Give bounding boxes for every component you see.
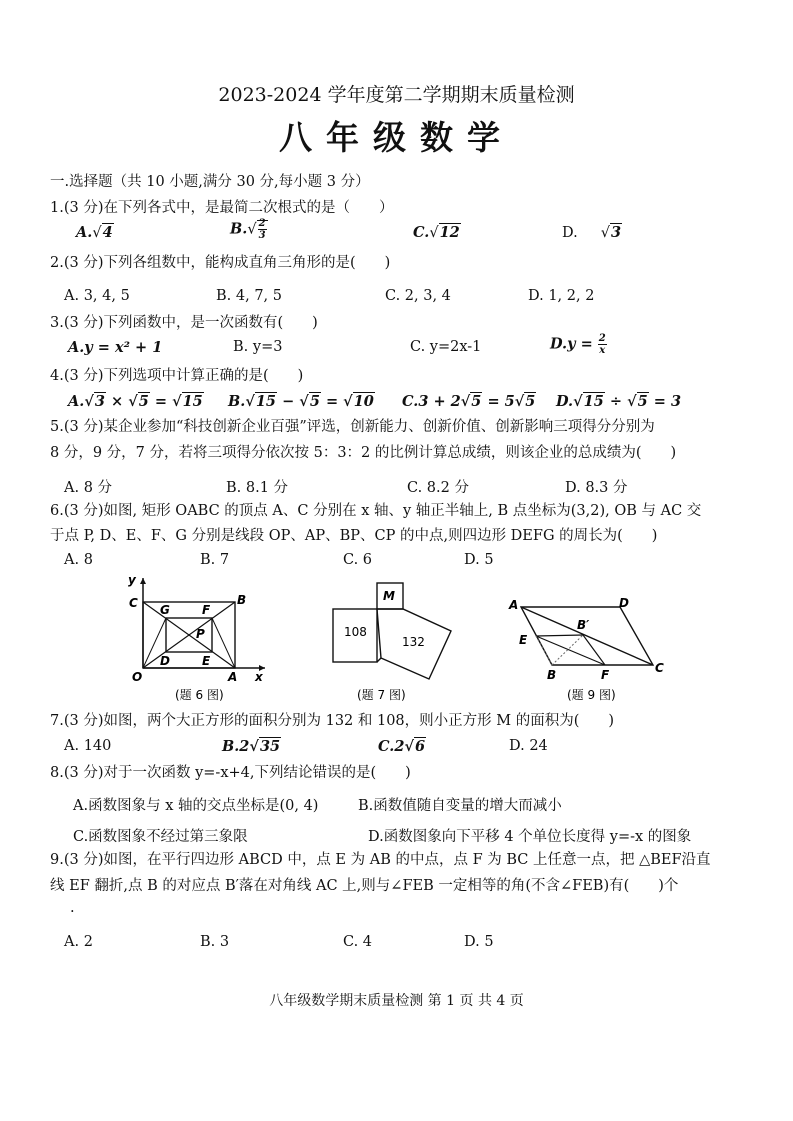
q4-option-b: B.√15 − √5 = √10 xyxy=(228,393,374,410)
question-5-line-1: 5.(3 分)某企业参加“科技创新企业百强”评选，创新能力、创新价值、创新影响三项得分分别为 xyxy=(50,419,655,435)
figure-9 xyxy=(505,595,680,705)
question-9-line-1: 9.(3 分)如图，在平行四边形 ABCD 中，点 E 为 AB 的中点，点 F 为 BC 上任意一点，把 △BEF沿直 xyxy=(50,852,711,868)
q6-option-a: A. 8 xyxy=(64,552,93,568)
fig9-label-d: D xyxy=(619,596,629,610)
question-3-stem: 3.(3 分)下列函数中，是一次函数有( ) xyxy=(50,315,318,331)
fig7-label-108: 108 xyxy=(344,625,367,639)
question-1-stem: 1.(3 分)在下列各式中，是最简二次根式的是（ ） xyxy=(50,200,394,216)
fig6-caption: (题 6 图) xyxy=(175,688,224,702)
q5-option-c: C. 8.2 分 xyxy=(407,480,469,496)
q1-option-a: A.√4 xyxy=(76,224,113,241)
q3-option-c: C. y=2x-1 xyxy=(410,339,482,355)
q7-option-b: B.2√35 xyxy=(222,738,281,755)
fig7-label-132: 132 xyxy=(402,635,425,649)
exam-title: 2023-2024 学年度第二学期期末质量检测 xyxy=(218,84,575,106)
q6-option-b: B. 7 xyxy=(200,552,230,568)
q7-option-c: C.2√6 xyxy=(378,738,426,755)
question-6-line-1: 6.(3 分)如图, 矩形 OABC 的顶点 A、C 分别在 x 轴、y 轴正半轴上, B 点坐标为(3,2), OB 与 AC 交 xyxy=(50,503,702,519)
fig6-label-g: G xyxy=(160,603,170,617)
subject-title: 八年级数学 xyxy=(279,118,514,157)
q9-option-d: D. 5 xyxy=(464,934,494,950)
q4-option-c: C.3 + 2√5 = 5√5 xyxy=(402,393,536,410)
question-9-line-2: 线 EF 翻折,点 B 的对应点 B′落在对角线 AC 上,则与∠FEB 一定相等的角(不含∠FEB)有( )个 xyxy=(50,878,679,894)
question-6-line-2: 于点 P, D、E、F、G 分别是线段 OP、AP、BP、CP 的中点,则四边形 DEFG 的周长为( ) xyxy=(50,528,658,544)
q7-option-a: A. 140 xyxy=(64,738,112,754)
fig6-label-f: F xyxy=(202,603,211,617)
q6-option-c: C. 6 xyxy=(343,552,373,568)
figure-6 xyxy=(120,570,270,705)
q1-option-c: C.√12 xyxy=(413,224,460,241)
fig6-label-b: B xyxy=(237,593,247,607)
question-8-stem: 8.(3 分)对于一次函数 y=-x+4,下列结论错误的是( ) xyxy=(50,765,411,781)
q9-option-a: A. 2 xyxy=(64,934,93,950)
question-7-stem: 7.(3 分)如图，两个大正方形的面积分别为 132 和 108，则小正方形 M 的面积为( ) xyxy=(50,713,615,729)
q3-option-d: D.y = $\frac{2}{x}$ xyxy=(550,333,606,356)
fig9-label-e: E xyxy=(519,633,528,647)
q1-option-d: D. √3 xyxy=(562,224,622,241)
q5-option-a: A. 8 分 xyxy=(64,480,113,496)
fig9-label-c: C xyxy=(655,661,664,675)
q1-option-b: B.√ $\frac{2}{3}$ xyxy=(230,218,266,241)
fig6-label-a: A xyxy=(228,670,238,684)
q2-option-b: B. 4, 7, 5 xyxy=(216,288,282,304)
fig9-label-f: F xyxy=(601,668,610,682)
q9-option-b: B. 3 xyxy=(200,934,230,950)
figure-7 xyxy=(325,575,455,705)
fig7-caption: (题 7 图) xyxy=(357,688,406,702)
q2-option-c: C. 2, 3, 4 xyxy=(385,288,451,304)
question-5-line-2: 8 分，9 分，7 分，若将三项得分依次按 5：3：2 的比例计算总成绩，则该企业的总成绩为( ) xyxy=(50,445,677,461)
q4-option-a: A.√3 × √5 = √15 xyxy=(68,393,203,410)
page-footer: 八年级数学期末质量检测 第 1 页 共 4 页 xyxy=(269,993,524,1009)
fig6-label-o: O xyxy=(132,670,143,684)
section-heading: 一.选择题（共 10 小题,满分 30 分,每小题 3 分） xyxy=(50,174,370,190)
q8-option-d: D.函数图象向下平移 4 个单位长度得 y=-x 的图象 xyxy=(368,829,692,845)
fig6-label-c: C xyxy=(129,596,138,610)
q7-option-d: D. 24 xyxy=(509,738,548,754)
question-2-stem: 2.(3 分)下列各组数中，能构成直角三角形的是( ) xyxy=(50,255,391,271)
fig9-label-b: B xyxy=(547,668,557,682)
fig6-label-x: x xyxy=(255,670,263,684)
q8-option-a: A.函数图象与 x 轴的交点坐标是(0, 4) xyxy=(73,798,319,814)
fig6-label-y: y xyxy=(128,573,136,587)
q5-option-b: B. 8.1 分 xyxy=(226,480,289,496)
fig7-label-m: M xyxy=(383,589,395,603)
fig9-caption: (题 9 图) xyxy=(567,688,616,702)
q8-option-b: B.函数值随自变量的增大而减小 xyxy=(358,798,562,814)
question-4-stem: 4.(3 分)下列选项中计算正确的是( ) xyxy=(50,368,304,384)
q3-option-b: B. y=3 xyxy=(233,339,283,355)
question-9-line-3: . xyxy=(70,900,75,916)
fig9-label-a: A xyxy=(509,598,519,612)
q2-option-a: A. 3, 4, 5 xyxy=(64,288,130,304)
q5-option-d: D. 8.3 分 xyxy=(565,480,628,496)
q4-option-d: D.√15 ÷ √5 = 3 xyxy=(556,393,682,410)
fig9-label-bprime: B′ xyxy=(577,618,590,632)
q8-option-c: C.函数图象不经过第三象限 xyxy=(73,829,248,845)
q3-option-a: A.y = x² + 1 xyxy=(68,339,163,356)
q6-option-d: D. 5 xyxy=(464,552,494,568)
fig6-label-p: P xyxy=(196,627,205,641)
fig6-label-d: D xyxy=(160,654,170,668)
q2-option-d: D. 1, 2, 2 xyxy=(528,288,595,304)
fig6-label-e: E xyxy=(202,654,211,668)
q9-option-c: C. 4 xyxy=(343,934,373,950)
